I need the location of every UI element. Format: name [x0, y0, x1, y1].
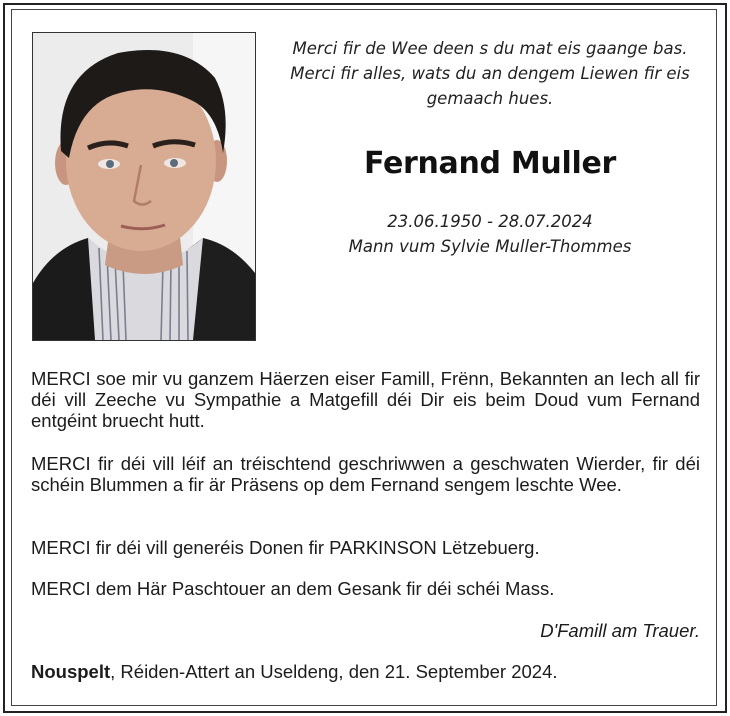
place-date-line — [31, 661, 558, 683]
thanks-paragraph-2: MERCI fir déi vill léif an tréischtend geschriwwen a geschwaten Wierder, fir déi schéin Blummen a fir är Präsens op dem Fernand sengem leschte Wee. — [31, 453, 700, 495]
thanks-paragraph-1: MERCI soe mir vu ganzem Häerzen eiser Famill, Frënn, Bekannten an Iech all fir déi vill Zeeche vu Sympathie a Matgefill déi Dir eis beim Doud vum Fernand entgéint bruecht hutt. — [31, 368, 700, 431]
poem-line-1: Merci fir de Wee deen s du mat eis gaange bas. — [292, 39, 688, 58]
life-info — [270, 209, 710, 259]
poem-line-2: Merci fir alles, wats du an dengem Liewen fir eis — [290, 64, 690, 83]
poem — [270, 36, 710, 111]
signature: D'Famill am Trauer. — [540, 620, 700, 641]
thanks-paragraph-4: MERCI dem Här Paschtouer an dem Gesank fir déi schéi Mass. — [31, 578, 555, 599]
thanks-paragraph-3: MERCI fir déi vill generéis Donen fir PARKINSON Lëtzebuerg. — [31, 537, 540, 558]
poem-line-3: gemaach hues. — [426, 89, 554, 108]
place-town: Nouspelt — [31, 661, 111, 682]
relation-line: Mann vum Sylvie Muller-Thommes — [348, 237, 632, 256]
portrait-photo — [32, 32, 256, 341]
place-rest: , Réiden-Attert an Useldeng, den 21. September 2024. — [110, 661, 558, 682]
life-dates: 23.06.1950 - 28.07.2024 — [387, 212, 593, 231]
deceased-name: Fernand Muller — [363, 146, 617, 181]
